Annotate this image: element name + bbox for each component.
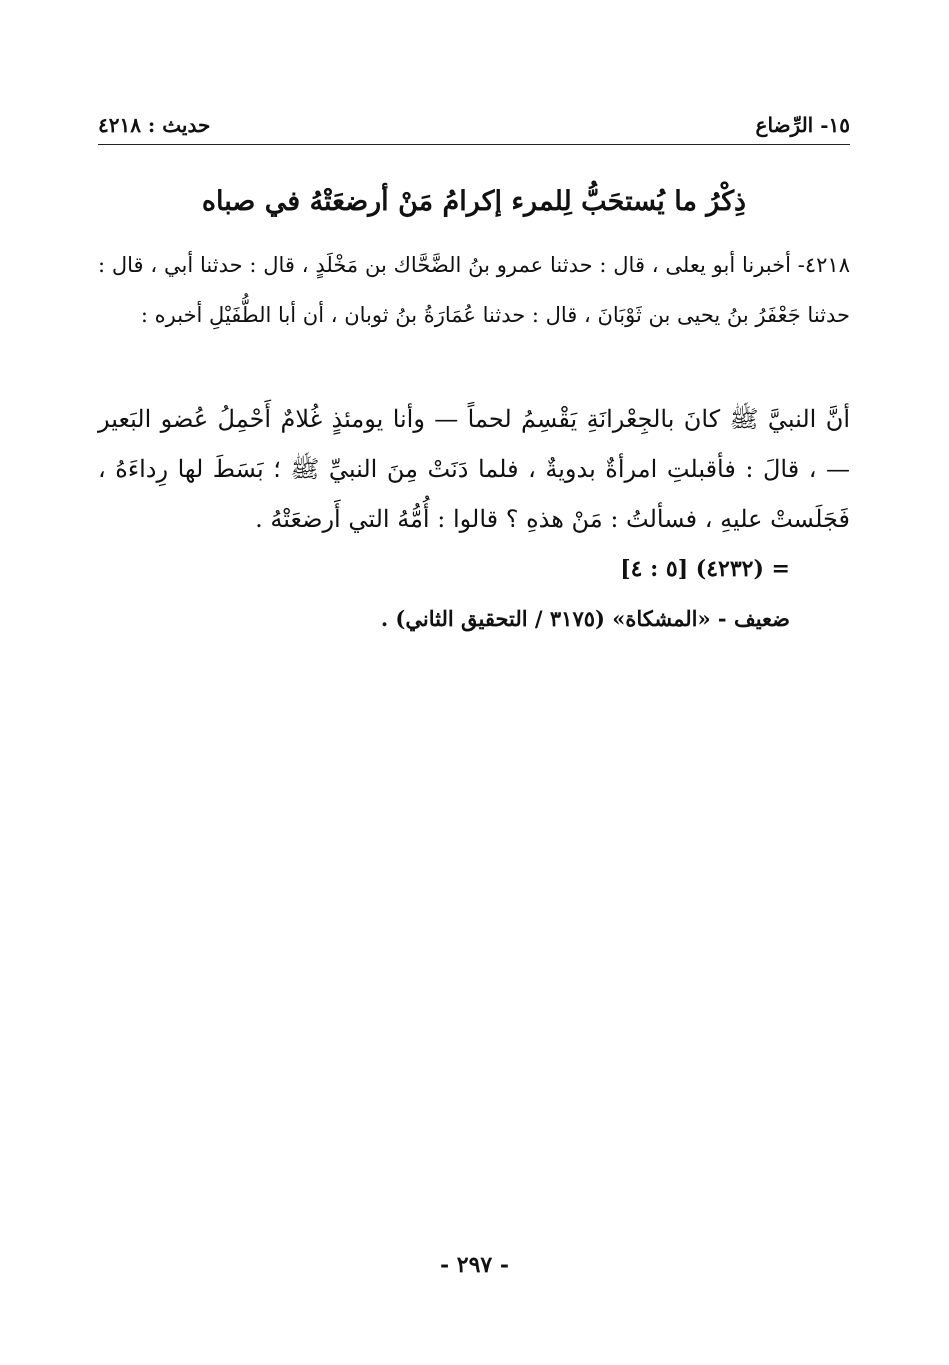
cross-reference: = (٤٢٣٢) [٥ : ٤]	[620, 556, 790, 582]
hadith-number-ref: حديث : ٤٢١٨	[98, 113, 211, 137]
running-head	[98, 108, 850, 142]
matn-text: أنَّ النبيَّ ﷺ كانَ بالجِعْرانَةِ يَقْسِمُ لحماً — وأنا يومئذٍ غُلامٌ أَحْمِلُ عُضو البَعير — ، قالَ : فأقبلتِ امرأةٌ بدويةٌ ، فلما دَنَتْ مِنَ النبيِّ ﷺ ؛ بَسَطَ لها رِداءَهُ ، فَجَلَستْ عليهِ ، فسألتُ : مَنْ هذهِ ؟ قالوا : أُمُّهُ التي أَرضعَتْهُ .	[98, 405, 850, 533]
hadith-grading: ضعيف - «المشكاة» (٣١٧٥ / التحقيق الثاني) .	[380, 606, 790, 631]
page-number: - ٢٩٧ -	[439, 1252, 510, 1278]
header-divider	[98, 144, 850, 145]
section-title: ذِكْرُ ما يُستحَبُّ لِلمرء إكرامُ مَنْ أرضعَتْهُ في صباه	[201, 186, 747, 217]
hadith-matn	[98, 394, 850, 544]
isnad-text: ٤٢١٨- أخبرنا أبو يعلى ، قال : حدثنا عمرو بنُ الضَّحَّاك بن مَخْلَدٍ ، قال : حدثنا أبي ، قال : حدثنا جَعْفَرُ بنُ يحيى بن ثَوْبَانَ ، قال : حدثنا عُمَارَةُ بنُ ثوبان ، أن أبا الطُّفَيْلِ أخبره :	[98, 253, 850, 327]
hadith-isnad	[98, 240, 850, 340]
chapter-heading: ١٥- الرِّضاع	[755, 113, 850, 137]
